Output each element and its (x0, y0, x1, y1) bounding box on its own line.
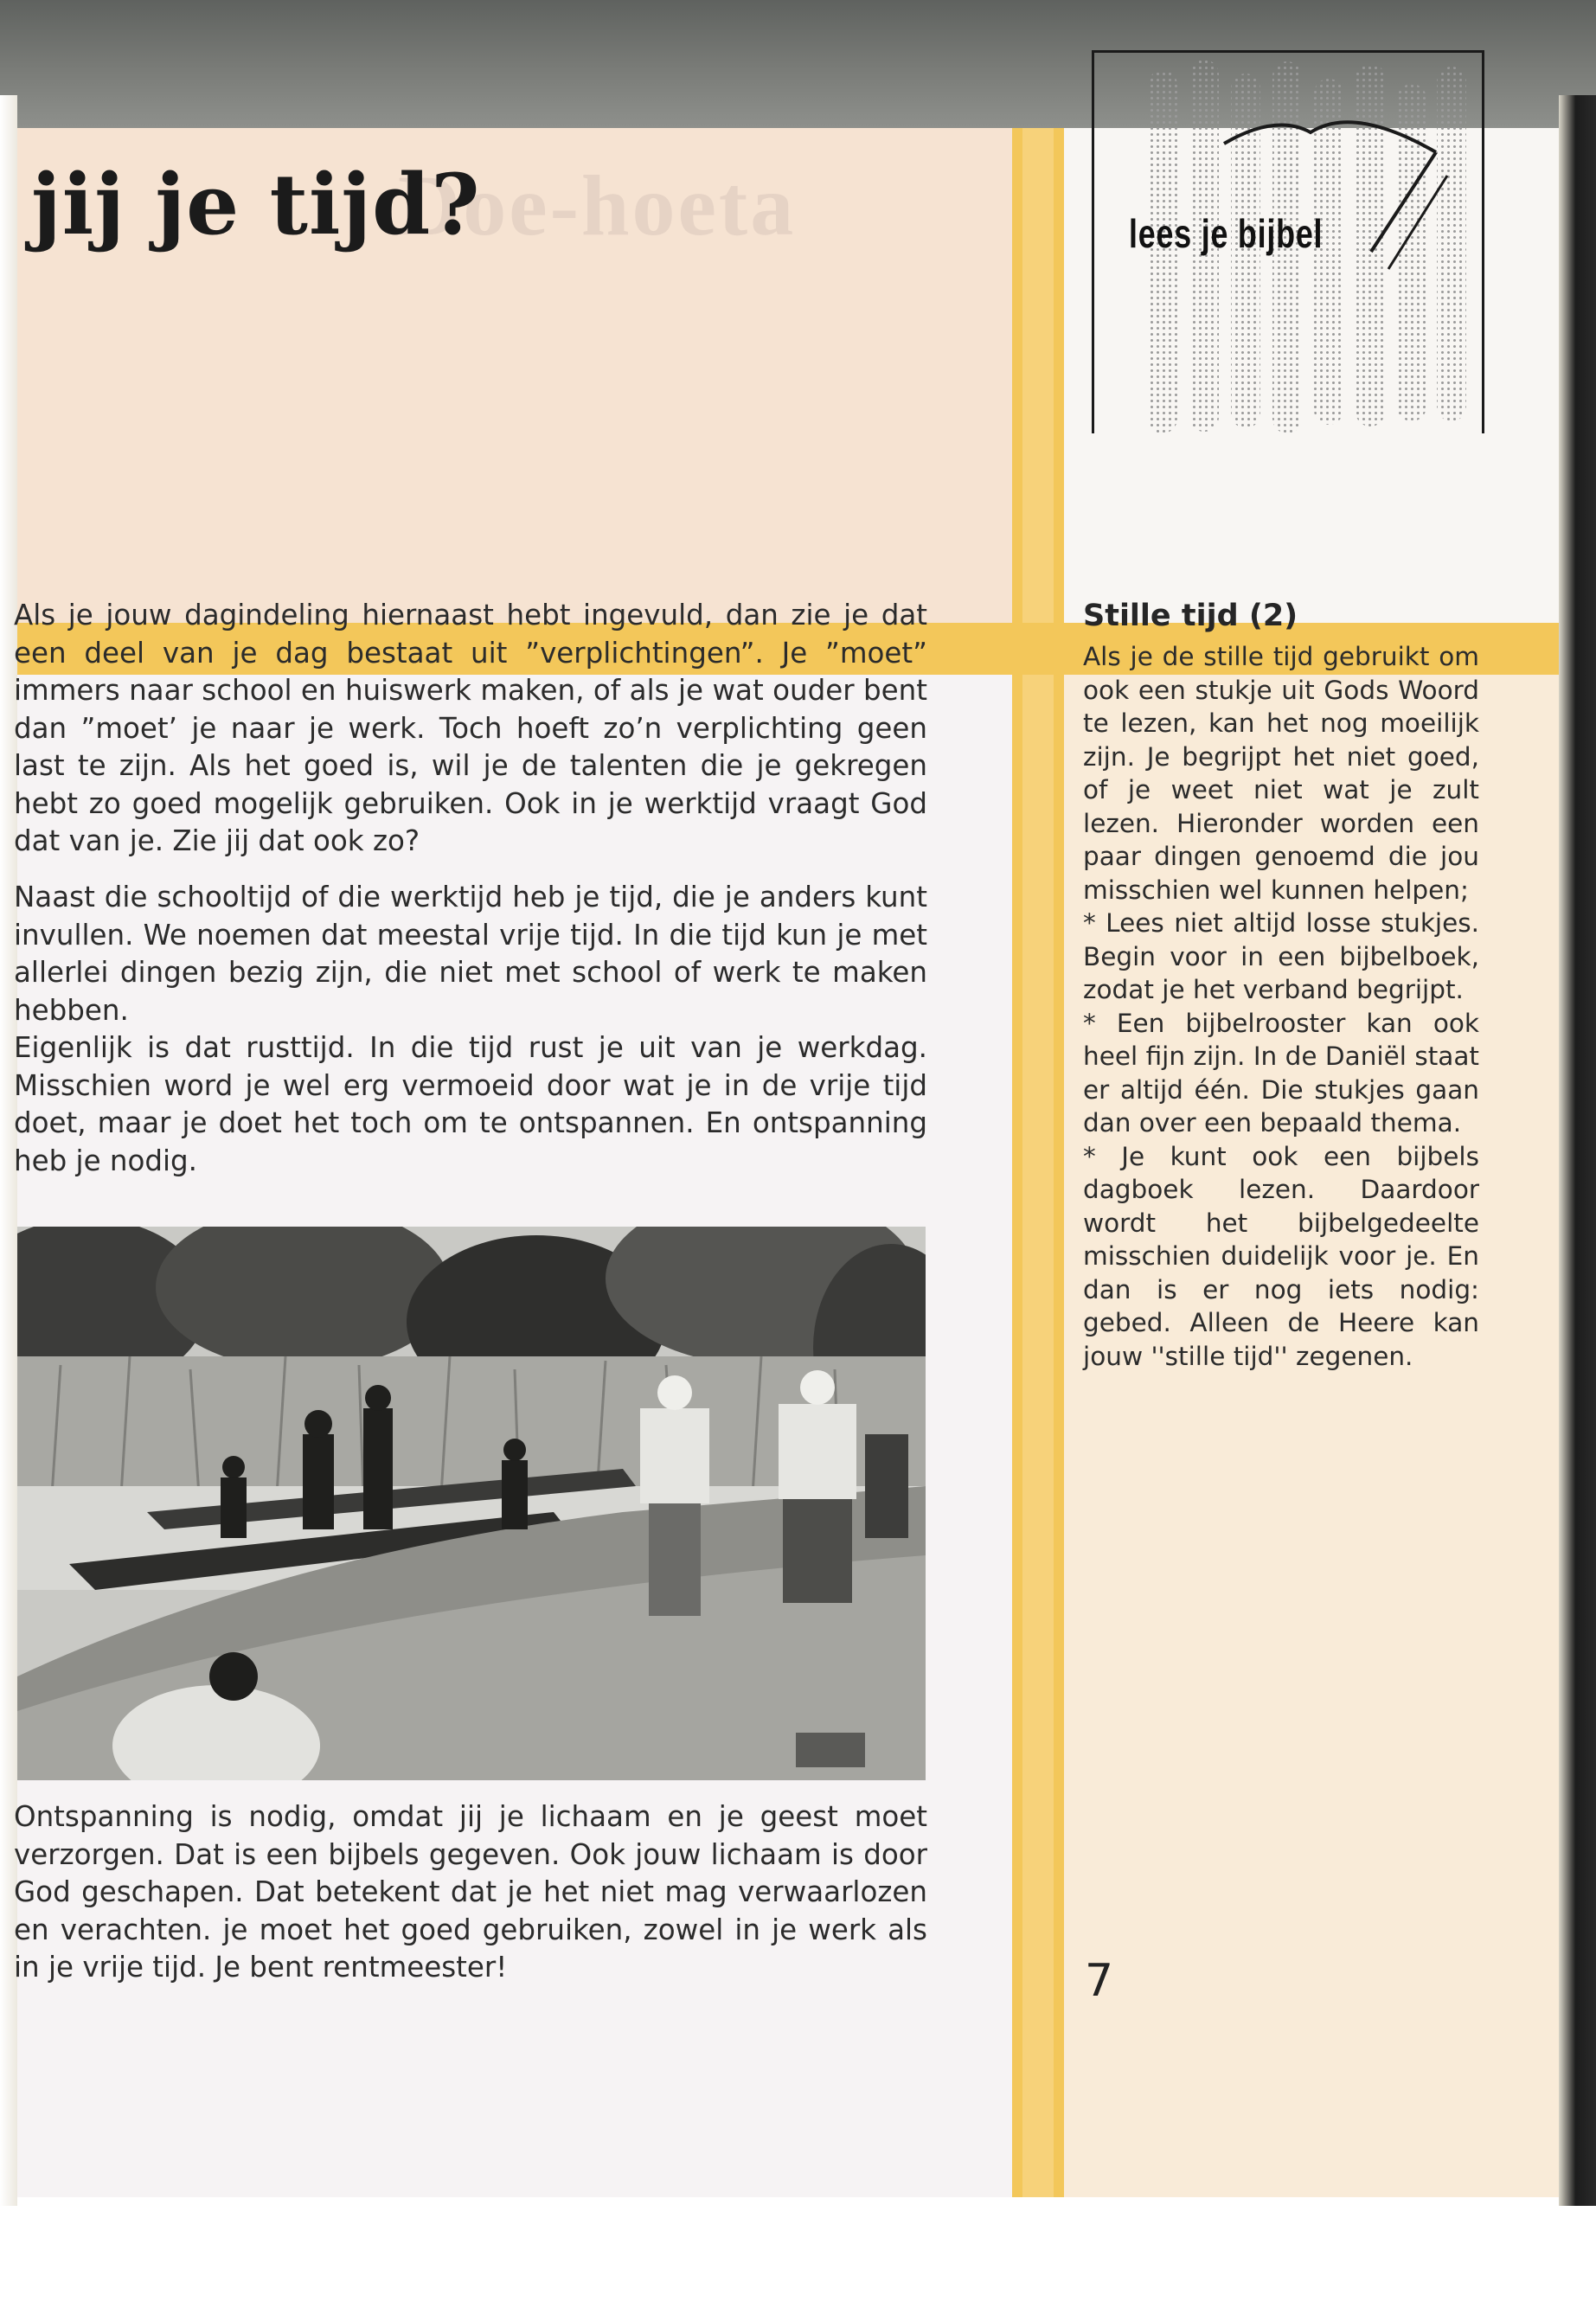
article-paragraph: Naast die schooltijd of die werktijd heb je tijd, die je anders kunt invullen. We noemen dat meestal vrije tijd. In die tijd kun je met allerlei dingen bezig zijn, die niet met school of werk te maken hebben. (14, 881, 927, 1027)
show-through-heading: Doe-hoeta (398, 157, 797, 253)
logo-text: lees je bijbel (1129, 211, 1324, 256)
sidebar-text: Als je de stille tijd gebruikt om ook een stukje uit Gods Woord te lezen, kan het nog moeilijk zijn. Je begrijpt het niet goed, of je weet niet wat je zult lezen. Hieronder worden een paar dingen genoemd die jou misschien wel kunnen helpen; * Lees niet altijd losse stukjes. Begin voor in een bijbelboek, zodat je het verband begrijpt. * Een bijbelrooster kan ook heel fijn zijn. In de Daniël staat er altijd één. Die stukjes gaan dan over een bepaald thema. * Je kunt ook een bijbels dagboek lezen. Daardoor wordt het bijbelgedeelte misschien duidelijk voor je. En dan is er nog iets nodig: gebed. Alleen de Heere kan jouw ''stille tijd'' zegenen. (1083, 642, 1479, 1371)
article-paragraph: Ontspanning is nodig, omdat jij je lichaam en je geest moet verzorgen. Dat is een bijbels gegeven. Ook jouw lichaam is door God geschapen. Dat betekent dat je het niet mag verwaarlozen en verachten. je moet het goed gebruiken, zowel in je werk als in je vrije tijd. Je bent rentmeester! (14, 1800, 927, 1984)
bible-logo (1092, 50, 1484, 433)
vertical-accent-band (1012, 128, 1064, 2197)
photo-illustration (17, 1227, 926, 1780)
article-paragraph: Eigenlijk is dat rusttijd. In die tijd rust je uit van je werkdag. Misschien word je wel erg vermoeid door wat je in de vrije tijd doet, maar je doet het toch om te ontspannen. En ontspanning heb je nodig. (14, 1031, 927, 1177)
page-number: 7 (1085, 1955, 1114, 2007)
sidebar-heading: Stille tijd (2) (1083, 599, 1298, 633)
scan-edge-right (1559, 95, 1596, 2206)
article-paragraph: Als je jouw dagindeling hiernaast hebt ingevuld, dan zie je dat een deel van je dag bestaat uit ”verplichtingen”. Je ”moet” immers naar school en huiswerk maken, of als je wat ouder bent dan ”moet’ je naar je werk. Toch hoeft zo’n verplichting geen last te zijn. Als het goed is, wil je de talenten die je gekregen hebt zo goed mogelijk gebruiken. Ook in je werktijd vraagt God dat van je. Zie jij dat ook zo? (14, 599, 927, 857)
page-title: jij je tijd? (31, 156, 481, 253)
group-photo-boats (17, 1227, 926, 1780)
